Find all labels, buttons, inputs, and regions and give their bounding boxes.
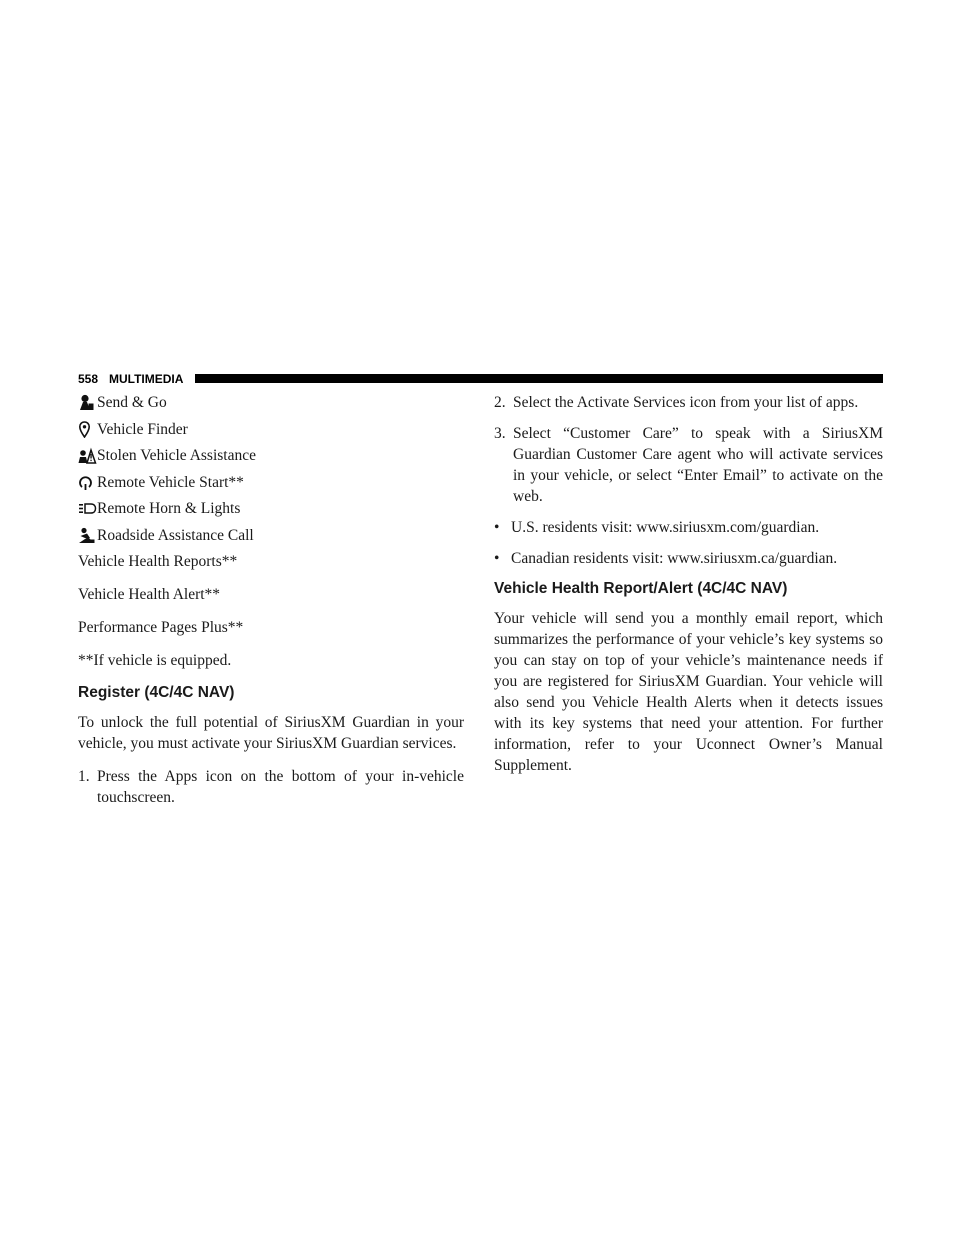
bullet-dot: • [494,519,500,536]
remote-start-icon [78,474,97,491]
section-title: MULTIMEDIA [109,372,184,386]
footnote: **If vehicle is equipped. [78,652,232,669]
feature-text: Vehicle Health Reports** [78,553,238,570]
feature-vehicle-finder [78,419,464,440]
step-3 [494,423,883,507]
feature-label: Remote Horn & Lights [97,500,241,517]
stolen-vehicle-icon [78,447,97,464]
feature-label: Send & Go [97,394,167,411]
step-number: 1. [78,768,90,785]
feature-roadside-assistance-call [78,525,464,546]
body-paragraph: To unlock the full potential of SiriusXM Guardian in your vehicle, you must activate your SiriusXM Guardian services. [78,714,464,752]
feature-text: Performance Pages Plus** [78,619,244,636]
step-text: Select “Customer Care” to speak with a SiriusXM Guardian Customer Care agent who will activate services in your vehicle, or select “Enter Email” to activate on the web. [513,425,883,505]
feature-label: Roadside Assistance Call [97,526,254,544]
bullet-item [494,548,883,569]
right-column [494,392,883,788]
feature-send-and-go [78,392,464,413]
bullet-text: U.S. residents visit: www.siriusxm.com/guardian. [511,519,820,536]
feature-label: Stolen Vehicle Assistance [97,447,256,464]
page-header [78,370,883,386]
feature-text: Vehicle Health Alert** [78,586,221,603]
step-1 [78,766,464,808]
step-text: Press the Apps icon on the bottom of your in-vehicle touchscreen. [97,768,464,806]
feature-label: Vehicle Finder [97,420,188,438]
step-text: Select the Activate Services icon from your list of apps. [513,394,859,411]
location-pin-icon [78,421,97,438]
section-heading-vehicle-health: Vehicle Health Report/Alert (4C/4C NAV) [494,580,788,597]
body-paragraph: Your vehicle will send you a monthly email report, which summarizes the performance of your vehicle’s key systems so you can stay on top of your vehicle’s maintenance needs if you are registered for SiriusXM Guardian. Your vehicle will also send you Vehicle Health Alerts when it detects issues with its key systems that need your attention. For further information, refer to your Uconnect Owner’s Manual Supplement. [494,610,883,774]
bullet-dot: • [494,550,500,567]
feature-remote-horn-lights [78,498,464,519]
feature-remote-vehicle-start [78,472,464,493]
horn-lights-icon [78,500,97,517]
feature-stolen-vehicle-assistance [78,445,464,466]
bullet-text: Canadian residents visit: www.siriusxm.ca/guardian. [511,550,838,567]
section-heading-register: Register (4C/4C NAV) [78,684,235,701]
send-and-go-icon [78,394,97,411]
header-rule [195,374,883,383]
step-number: 2. [494,394,506,411]
step-2 [494,392,883,413]
feature-label: Remote Vehicle Start** [97,473,244,491]
left-column [78,392,464,818]
page-number: 558 [78,372,99,386]
step-number: 3. [494,425,506,442]
roadside-assistance-icon [78,527,97,544]
bullet-item [494,517,883,538]
